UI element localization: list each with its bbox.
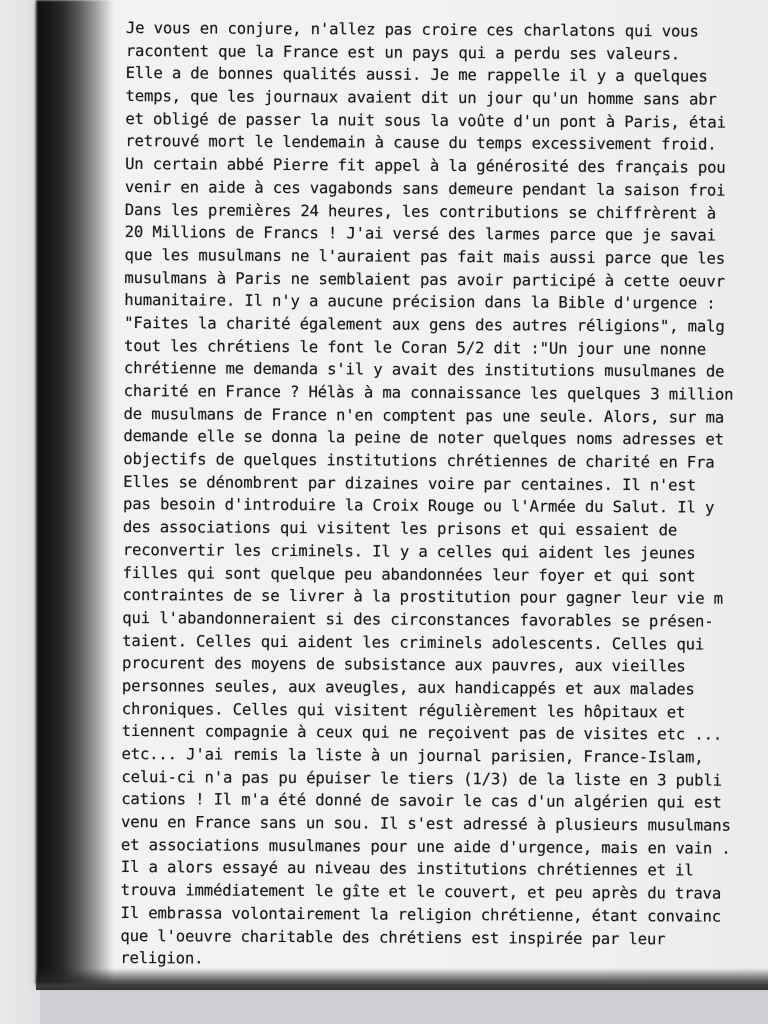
text-line: reconvertir les criminels. Il y a celles qui aident les jeunes [122,540,696,563]
text-line: tout les chrétiens le font le Coran 5/2 dit :"Un jour une nonne [123,336,707,359]
binding-shadow [36,0,114,984]
text-line: musulmans à Paris ne semblaient pas avoir participé à cette oeuvr [124,268,725,291]
typewritten-text [120,17,766,974]
text-line: trouva immédiatement le gîte et le couvert, et peu après du trava [120,881,722,903]
text-line: Un certain abbé Pierre fit appel à la générosité des français pou [125,155,726,177]
text-line: "Faites la charité également aux gens des autres réligions", malg [124,313,725,336]
text-line: Il embrassa volontairement la religion chrétienne, étant convainc [120,903,722,926]
background-edge [0,0,40,1024]
text-line: procurent des moyens de subsistance aux pauvres, aux vieilles [121,654,686,676]
text-line: des associations qui visitent les prisons et qui essaient de [122,518,678,540]
text-line: 20 Millions de Francs ! J'ai versé des larmes parce que je savai [124,223,716,245]
text-line: racontent que la France est un pays qui a perdu ses valeurs. [125,41,681,64]
text-line: etc... J'ai remis la liste à un journal parisien, France-Islam, [121,744,704,767]
text-line: cations ! Il m'a été donné de savoir le cas d'un algérien qui est [121,790,722,813]
text-line: taient. Celles qui aident les criminels adolescents. Celles qui [122,631,705,654]
text-line: pas besoin d'introduire la Croix Rouge ou l'Armée du Salut. Il y [122,495,715,518]
text-line: personnes seules, aux aveugles, aux handicappés et aux malades [121,676,695,699]
text-line: Elles se dénombrent par dizaines voire par centaines. Il n'est [123,472,696,495]
text-line: humanitaire. Il n'y a aucune précision dans la Bible d'urgence : [124,291,716,313]
text-line: Je vous en conjure, n'allez pas croire ces charlatons qui vous [125,18,699,41]
text-line: Il a alors essayé au niveau des institutions chrétiennes et il [120,858,694,880]
text-line: tiennent compagnie à ceux qui ne reçoivent pas de visites etc ... [121,722,723,744]
text-line: et obligé de passer la nuit sous la voûte d'un pont à Paris, étai [125,109,726,132]
text-line: retrouvé mort le lendemain à cause du temps excessivement froid. [125,132,717,155]
text-line: venir en aide à ces vagabonds sans demeure pendant la saison froi [124,177,726,200]
text-line: demande elle se donna la peine de noter quelques noms adresses et [123,427,724,450]
text-line: que les musulmans ne l'auraient pas fait mais aussi parce que les [124,245,726,268]
text-line: objectifs de quelques institutions chrétiennes de charité en Fra [123,450,715,472]
text-line: Elle a de bonnes qualités aussi. Je me rappelle il y a quelques [125,64,708,86]
text-line: de musulmans de France n'en comptent pas une seule. Alors, sur ma [123,404,725,427]
text-line: chrétienne me demanda s'il y avait des institutions musulmanes de [123,359,725,381]
text-line: filles qui sont quelque peu abandonnées leur foyer et qui sont [122,563,696,585]
text-line: celui-ci n'a pas pu épuiser le tiers (1/3) de la liste en 3 publi [121,767,722,790]
text-line: contraintes de se livrer à la prostitution pour gagner leur vie m [122,586,724,608]
text-line: charité en France ? Hélàs à ma connaissance les quelques 3 million [123,381,734,404]
text-line: qui l'abandonneraient si des circonstances favorables se présen- [122,608,714,631]
text-line: et associations musulmanes pour une aide d'urgence, mais en vain . [120,835,731,858]
text-line: venu en France sans un sou. Il s'est adressé à plusieurs musulmans [121,813,731,835]
text-line: que l'oeuvre charitable des chrétiens est inspirée par leur [120,926,666,948]
text-line: Dans les premières 24 heures, les contributions se chiffrèrent à [124,200,717,223]
text-line: religion. [120,949,204,968]
text-line: temps, que les journaux avaient dit un jour qu'un homme sans abr [125,87,717,109]
text-line: chroniques. Celles qui visitent régulièrement les hôpitaux et [121,699,686,722]
